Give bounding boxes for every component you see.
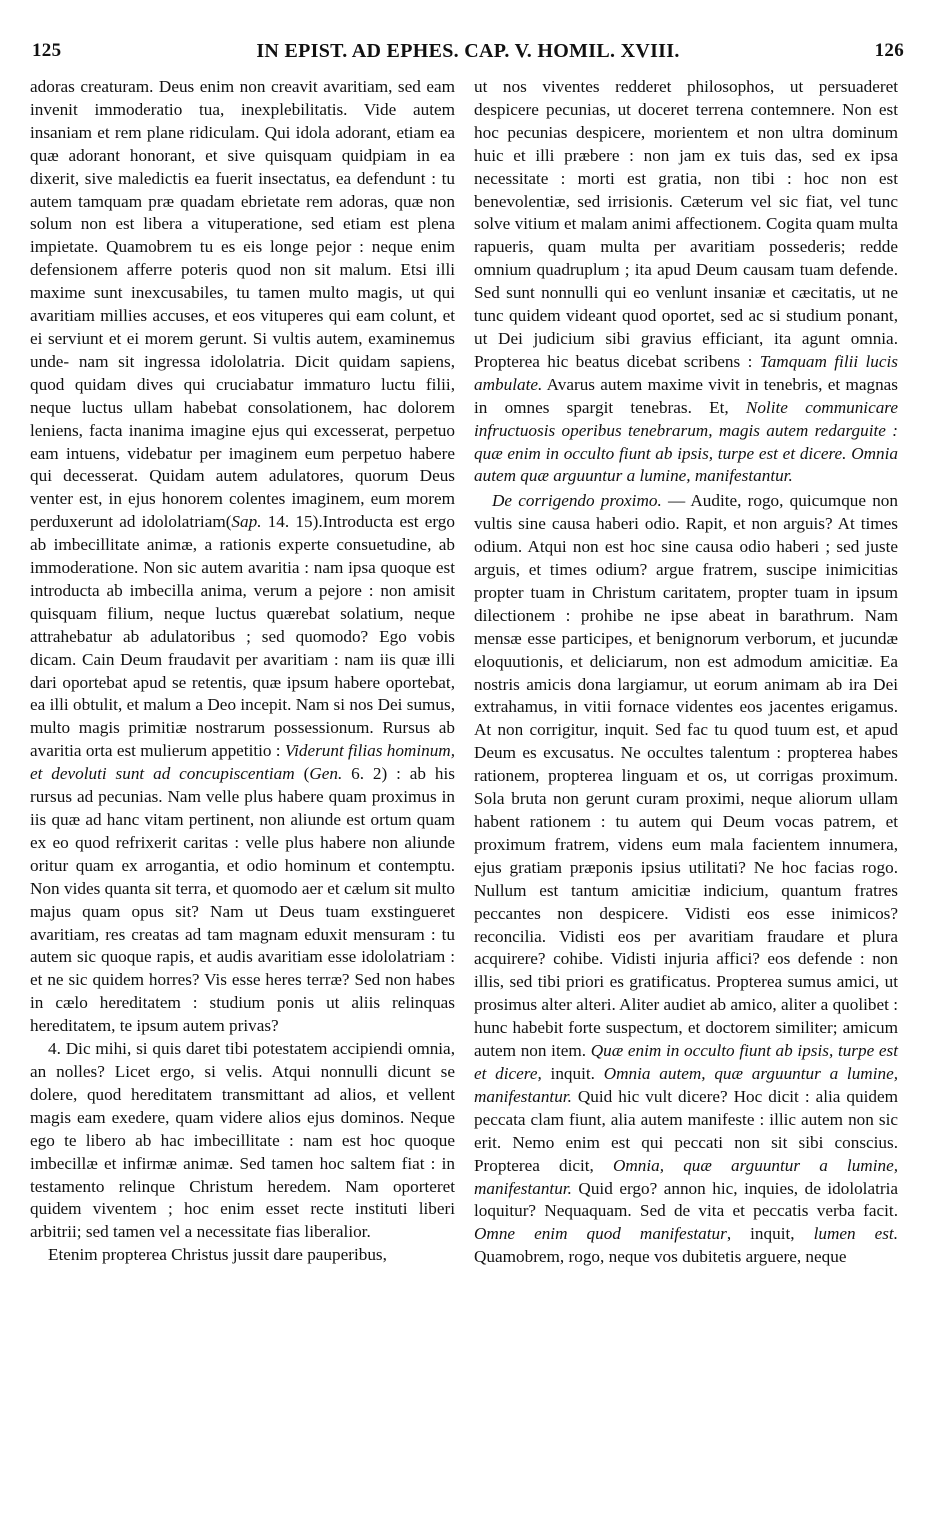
scripture-quote: Omne enim quod manifestatur: [474, 1224, 727, 1244]
left-paragraph-3: Etenim propterea Christus jussit dare pauperibus,: [48, 1245, 387, 1265]
page-header: [28, 40, 908, 68]
text-run: Quamobrem, rogo, neque vos dubitetis arguere, neque: [474, 1247, 847, 1267]
citation-ref: Gen.: [309, 764, 343, 784]
right-paragraph-2: [474, 490, 898, 1269]
scripture-quote: Viderunt filias hominum, et devoluti sunt ad concupiscentiam: [30, 741, 455, 784]
text-run: inquit.: [541, 1063, 604, 1083]
text-run: 6. 2) : ab his rursus ad pecunias. Nam velle plus habere quam proximus in iis quæ ad hanc vitam pertinent, non aliunde est ortum quam ex eo quod refrixerit caritas : velle plus habere non aliunde oritur quam ex arrogantia, et odio hominum et contemptu. Non vides quanta sit terra, et quomodo aer et cælum sit multo majus quam opus sit? Nam ut Deus tuam exstingueret avaritiam, res creatas ad tam magnam eduxit mensuram : tu autem sic quoque rapis, et audis avaritiam esse idololatriam : et ne sic quidem horres? Vis esse heres terræ? Sed non habes in cælo hereditatem : studium ponis ut aliis relinquas hereditatem, te ipsum autem privas?: [30, 764, 455, 1036]
text-run: , inquit,: [726, 1224, 814, 1244]
scripture-quote: lumen est.: [813, 1224, 898, 1244]
right-paragraph-1: [474, 76, 898, 488]
scripture-quote: Omnia autem, quæ arguuntur a lumine, manifestantur.: [474, 1063, 899, 1106]
text-run: (: [294, 764, 310, 784]
scripture-quote: Quæ enim in occulto fiunt ab ipsis, turpe est et dicere,: [474, 1041, 899, 1083]
text-run: ut nos viventes redderet philosophos, ut persuaderet despicere pecunias, ut doceret terrena contemnere. Non est hoc pecunias despicere, morientem et non ultra dominum huic et illi præbere : non jam ex tuis das, sed ex ipsa necessitate : morti est gratia, non tibi : hoc non est benevolentiæ, sed irrisionis. Cæterum vel sic fiat, vel tunc solve vitium et malam animi affectionem. Cogita quam multa rapueris, quam multa per avaritiam possederis; redde omnium quadruplum ; ita apud Deum causam tuam defende. Sed sunt nonnulli qui eo venlunt insaniæ et cæcitatis, ut ne tunc quidem videant quod oportet, sed ac si studium ponant, ut Dei judicium sibi gravius efficiant, ita agunt omnia. Propterea hic beatus dicebat scribens :: [474, 77, 898, 371]
scripture-quote: Nolite communicare infructuosis operibus tenebrarum, magis autem redarguite : quæ enim in occulto fiunt ab ipsis, turpe est et dicere. Omnia autem quæ arguuntur a lumine, manifestantur.: [474, 397, 898, 486]
scripture-quote: Tamquam filii lucis ambulate.: [474, 351, 898, 394]
left-column: [30, 76, 455, 1267]
text-run: Avarus autem maxime vivit in tenebris, et magnas in omnes spargit tenebras. Et,: [474, 374, 898, 417]
running-title: IN EPIST. AD EPHES. CAP. V. HOMIL. XVIII.: [256, 40, 680, 62]
text-run: 14. 15).Introducta est ergo ab imbecillitate animæ, a rationis experte consuetudine, ab immoderatione. Non sic autem avaritia : nam ipsa quoque est introducta ab imbecilla anima, verum a pejore : non amisit quisquam filium, neque luctus quærebat solatium, neque attrahebatur ab adulatoribus ; sed quomodo? Ego vobis dicam. Cain Deum fraudavit per avaritiam : nam iis quæ illi dari oportebat apud se retentis, quæ ipsum habere oportebat, ea illi obtulit, et malum a Deo incepit. Nam si nos Dei sumus, multo magis primitiæ nostrarum possessionum. Rursus ab avaritia orta est mulierum appetitio :: [30, 512, 455, 761]
page-number-right: 126: [874, 40, 904, 61]
section-heading: De corrigendo proximo.: [492, 491, 662, 511]
text-run: — Audite, rogo, quicumque non vultis sine causa haberi odio. Rapit, et non arguis? At times odium. Atqui non est hoc sine causa odio haberi ; sed juste arguis, et times odium? argue fratrem, suscipe inimicitias propter tuam in Christum caritatem, propter tuam in ipsum dilectionem : prohibe ne ipse abeat in barathrum. Nam mensæ esse participes, et benignorum verborum, et jucundæ eloquutionis, et deliciarum, non est admodum amicitiæ. Ea nostris amicis dona largiamur, ut eorum animam ab ira Dei extrahamus, in vitii fornace videntes eos jacentes erigamus. At non corrigitur, inquit. Sed fac tu quod tuum est, et apud Deum es excusatus. Ne occultes talentum : propterea habes rationem, propterea linguam et os, ut corrigas proximum. Sola bruta non gerunt curam proximi, neque aliorum ullam habent rationem : tu autem qui Deum vocas patrem, et proximum fratrem, videns eum mala facientem innumera, ejus gratiam præponis ipsius utilitati? Ne hoc facias rogo. Nullum est tantum amicitiæ indicium, quantum fratres peccantes non despicere. Vidisti eos esse inimicos? reconcilia. Vidisti eos per avaritiam fraudare et plura acquirere? cohibe. Vidisti injuria affici? eos defende : non illis, sed tibi priori es gratificatus. Propterea sumus amici, ut prosimus alter alteri. Aliter audiet ab amico, aliter a quolibet : hunc habebit forte suspectum, et doctorem similiter; amicum autem non item.: [474, 491, 898, 1061]
right-column: [474, 76, 898, 1269]
citation-ref: Sap.: [231, 512, 262, 532]
page-number-left: 125: [32, 40, 62, 61]
left-paragraph-2: 4. Dic mihi, si quis daret tibi potestatem accipiendi omnia, an nolles? Licet ergo, si velis. Atqui nonnulli dicunt se dolere, quod hereditatem transmittant ad alios, et vellent magis eam exedere, quam videre alios ejus dominos. Neque ego te libero ab hac imbecillitate : nam est hoc quoque imbecillæ et infirmæ animæ. Sed tamen hoc saltem fiat : in testamento relinque Christum heredem. Nam oporteret quidem viventem ; hoc enim esset recte instituti liberi arbitrii; sed tamen vel a necessitate fias liberalior.: [30, 1039, 455, 1242]
text-run: Quid hic vult dicere? Hoc dicit : alia quidem peccata clam fiunt, alia autem manifeste : illic autem non sic erit. Nemo enim est qui peccati non sit sibi conscius. Propterea dicit,: [474, 1086, 898, 1175]
text-run: Quid ergo? annon hic, inquies, de idololatria loquitur? Nequaquam. Sed de vita et peccatis verba facit.: [474, 1178, 898, 1221]
text-run: adoras creaturam. Deus enim non creavit avaritiam, sed eam invenit immoderatio tua, inexplebilitatis. Vide autem insaniam et rem plane ridiculam. Qui idola adorant, etiam ea quæ adorant honorant, et sive quisquam quidpiam in ea dixerit, sive maledictis ea fuerit insectatus, ea defendunt : tu autem tamquam præ quadam ebrietate rem adoras, quæ non solum non est libera a vituperatione, sed etiam est plena impietate. Quamobrem tu es eis longe pejor : neque enim defensionem afferre poteris quod non sit malum. Etsi illi maxime sunt inexcusabiles, tu tamen multo magis, ut qui avaritiam millies accuses, et eos vituperes qui eam colunt, et ei serviunt et ei morem gerunt. Si vultis autem, examinemus unde- nam sit ingressa idololatria. Dicit quidam sapiens, quod quidam dives qui cruciabatur immaturo luctu filii, neque luctus ullam habebat consolationem, hac dolorem leniens, facta inanima imagine ejus qui excesserat, perpetuo eam intuens, videbatur per imaginem eum perpetuo habere qui decesserat. Quidam autem adulatores, quorum Deus venter est, in ejus honorem colentes imaginem, eum morem perduxerunt ad idololatriam(: [30, 77, 455, 532]
scripture-quote: Omnia, quæ arguuntur a lumine, manifestantur.: [474, 1155, 899, 1198]
left-paragraph-1: [30, 76, 455, 1038]
